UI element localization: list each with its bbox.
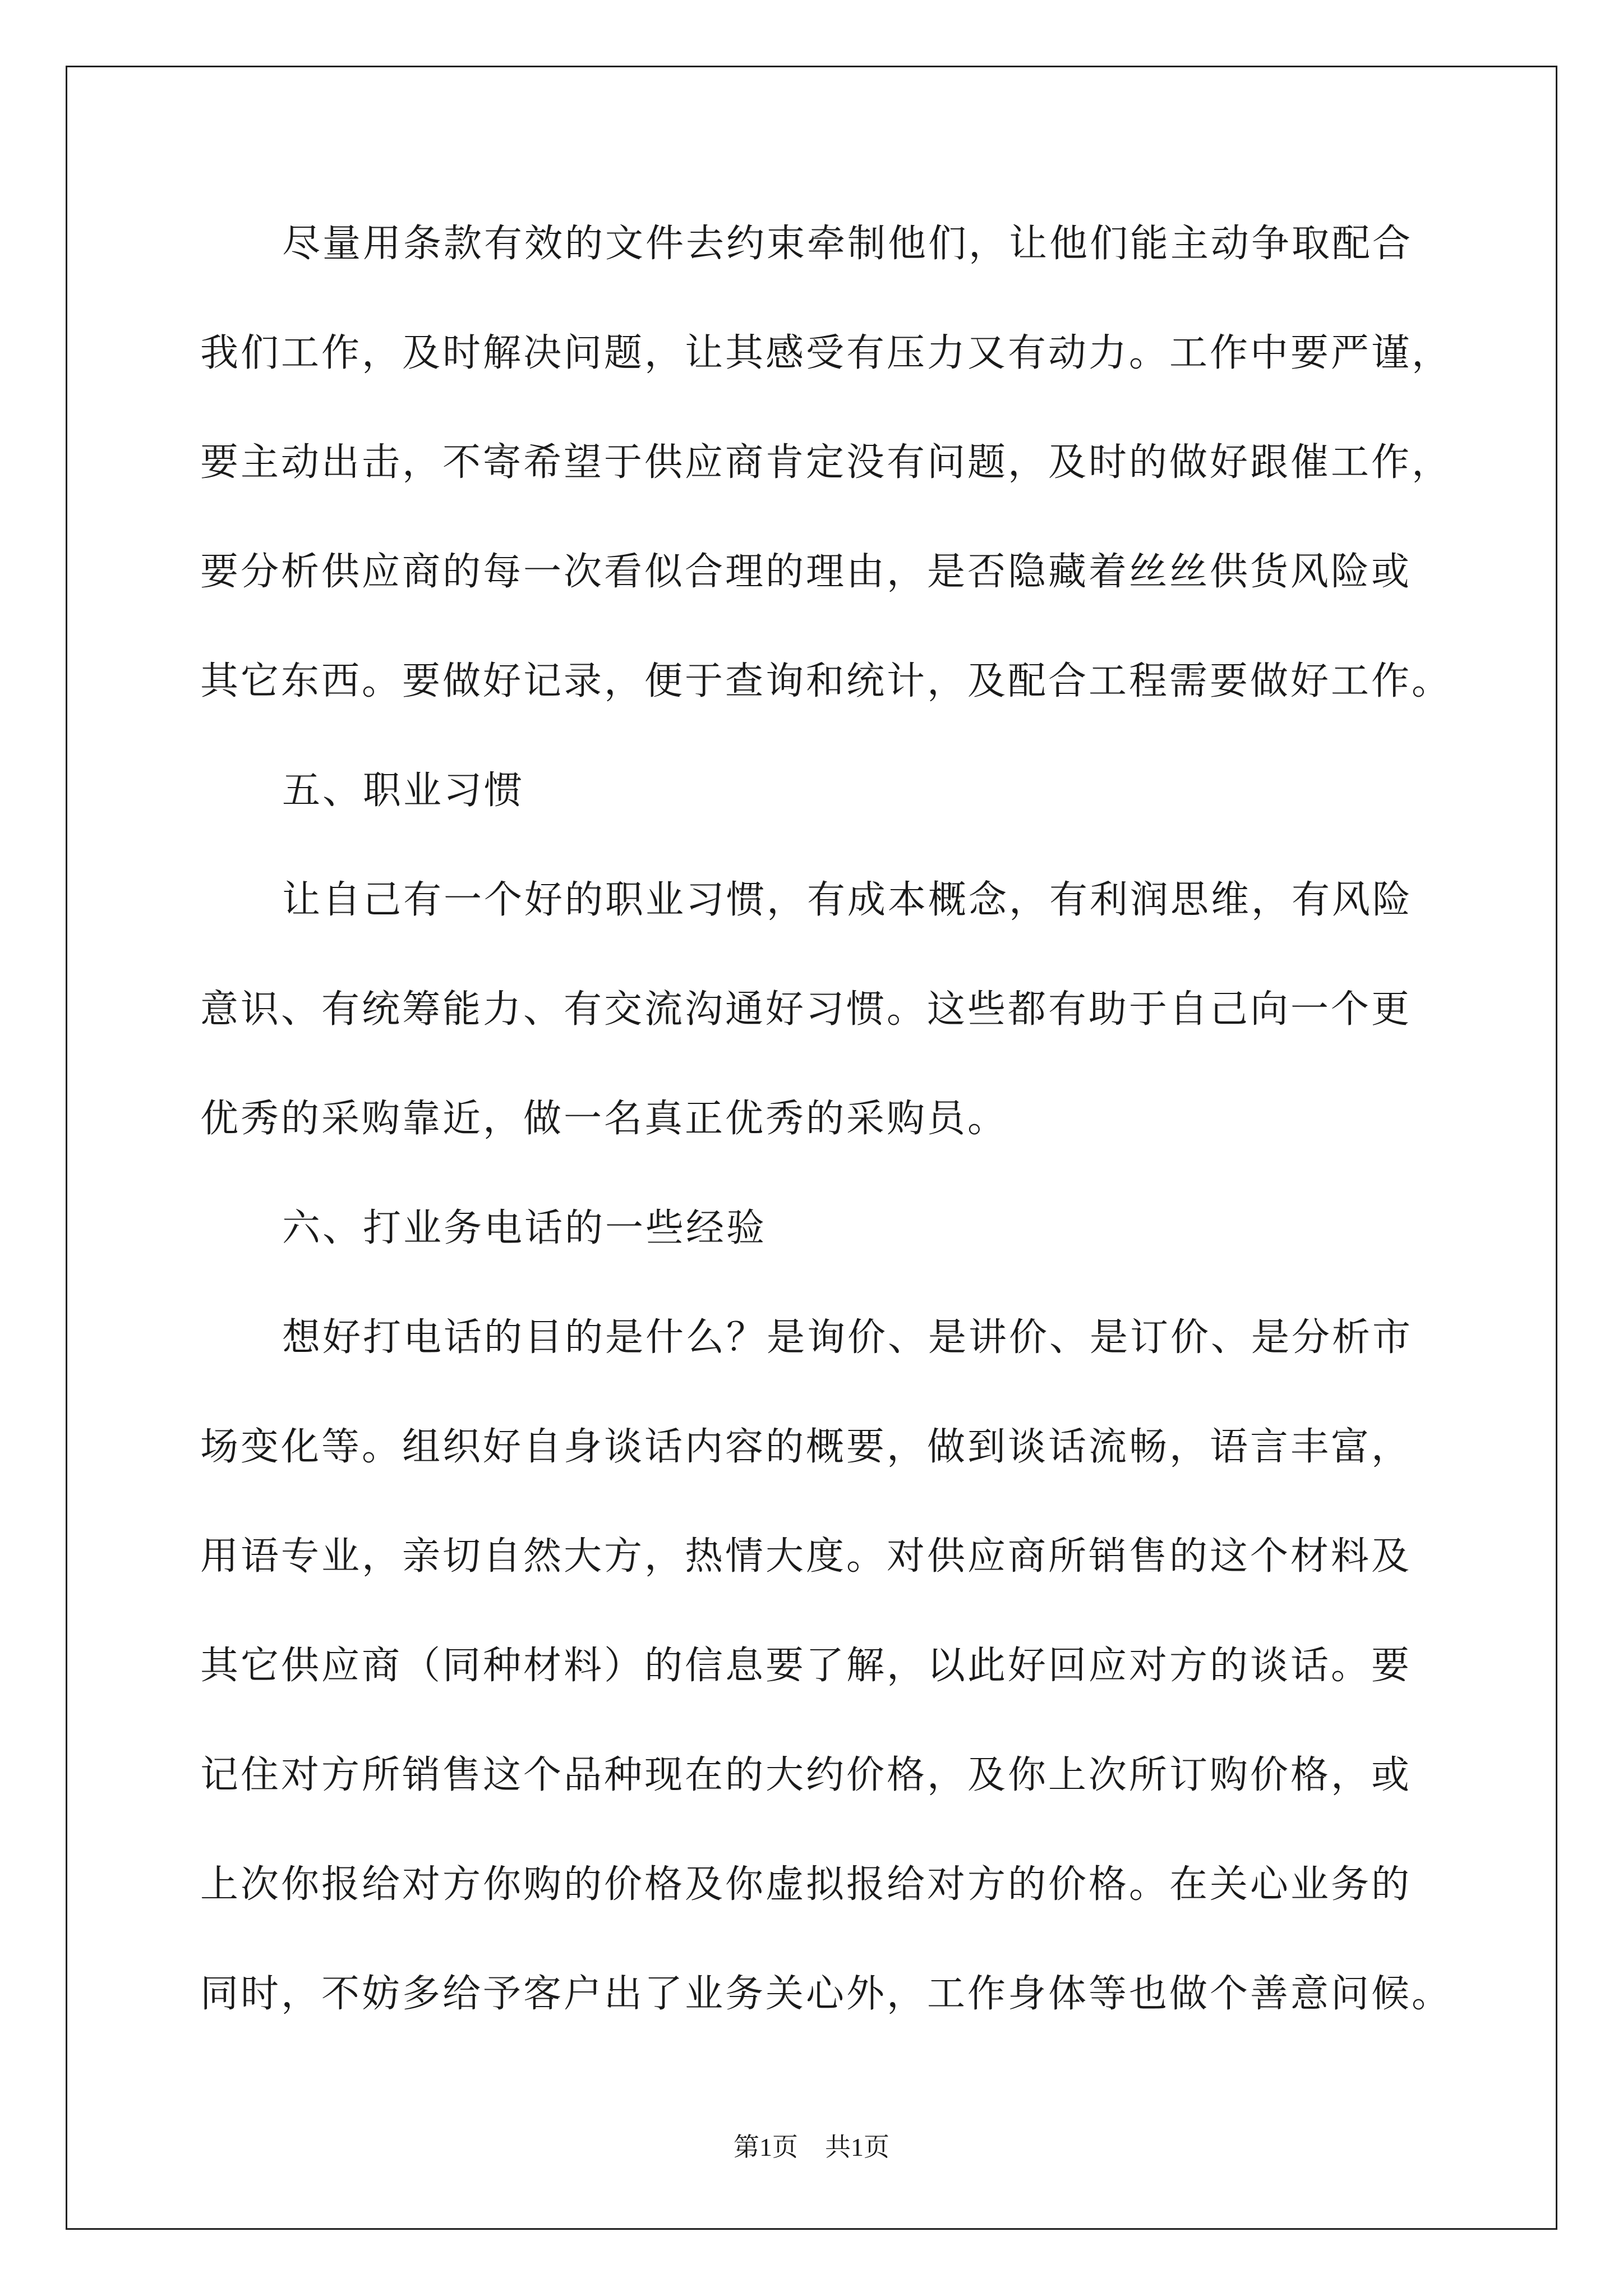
paragraph-line: 场变化等。组织好自身谈话内容的概要，做到谈话流畅，语言丰富， [200, 1425, 1412, 1469]
paragraph-line: 上次你报给对方你购的价格及你虚拟报给对方的价格。在关心业务的 [200, 1862, 1412, 1907]
paragraph-line: 尽量用条款有效的文件去约束牵制他们，让他们能主动争取配合 [282, 222, 1413, 266]
section-heading: 五、职业习惯 [282, 769, 525, 813]
paragraph-line: 想好打电话的目的是什么？是询价、是讲价、是订价、是分析市 [282, 1315, 1413, 1360]
paragraph-line: 意识、有统筹能力、有交流沟通好习惯。这些都有助于自己向一个更 [200, 987, 1412, 1032]
paragraph-line: 我们工作，及时解决问题，让其感受有压力又有动力。工作中要严谨， [200, 331, 1453, 375]
page-total: 共1页 [825, 2133, 889, 2161]
paragraph-line: 要主动出击，不寄希望于供应商肯定没有问题，及时的做好跟催工作， [200, 440, 1453, 485]
paragraph-line: 其它供应商（同种材料）的信息要了解，以此好回应对方的谈话。要 [200, 1644, 1412, 1688]
paragraph-line: 其它东西。要做好记录，便于查询和统计，及配合工程需要做好工作。 [200, 659, 1453, 703]
page-footer [0, 2131, 1623, 2164]
section-heading: 六、打业务电话的一些经验 [282, 1206, 767, 1250]
paragraph-line: 记住对方所销售这个品种现在的大约价格，及你上次所订购价格，或 [200, 1753, 1412, 1797]
page-number: 第1页 [734, 2133, 798, 2161]
paragraph-line: 要分析供应商的每一次看似合理的理由，是否隐藏着丝丝供货风险或 [200, 550, 1412, 594]
paragraph-line: 让自己有一个好的职业习惯，有成本概念，有利润思维，有风险 [282, 878, 1413, 922]
document-body [200, 210, 1453, 2070]
paragraph-line: 优秀的采购靠近，做一名真正优秀的采购员。 [200, 1097, 1008, 1141]
paragraph-line: 用语专业，亲切自然大方，热情大度。对供应商所销售的这个材料及 [200, 1534, 1412, 1579]
paragraph-line: 同时，不妨多给予客户出了业务关心外，工作身体等也做个善意问候。 [200, 1972, 1453, 2016]
